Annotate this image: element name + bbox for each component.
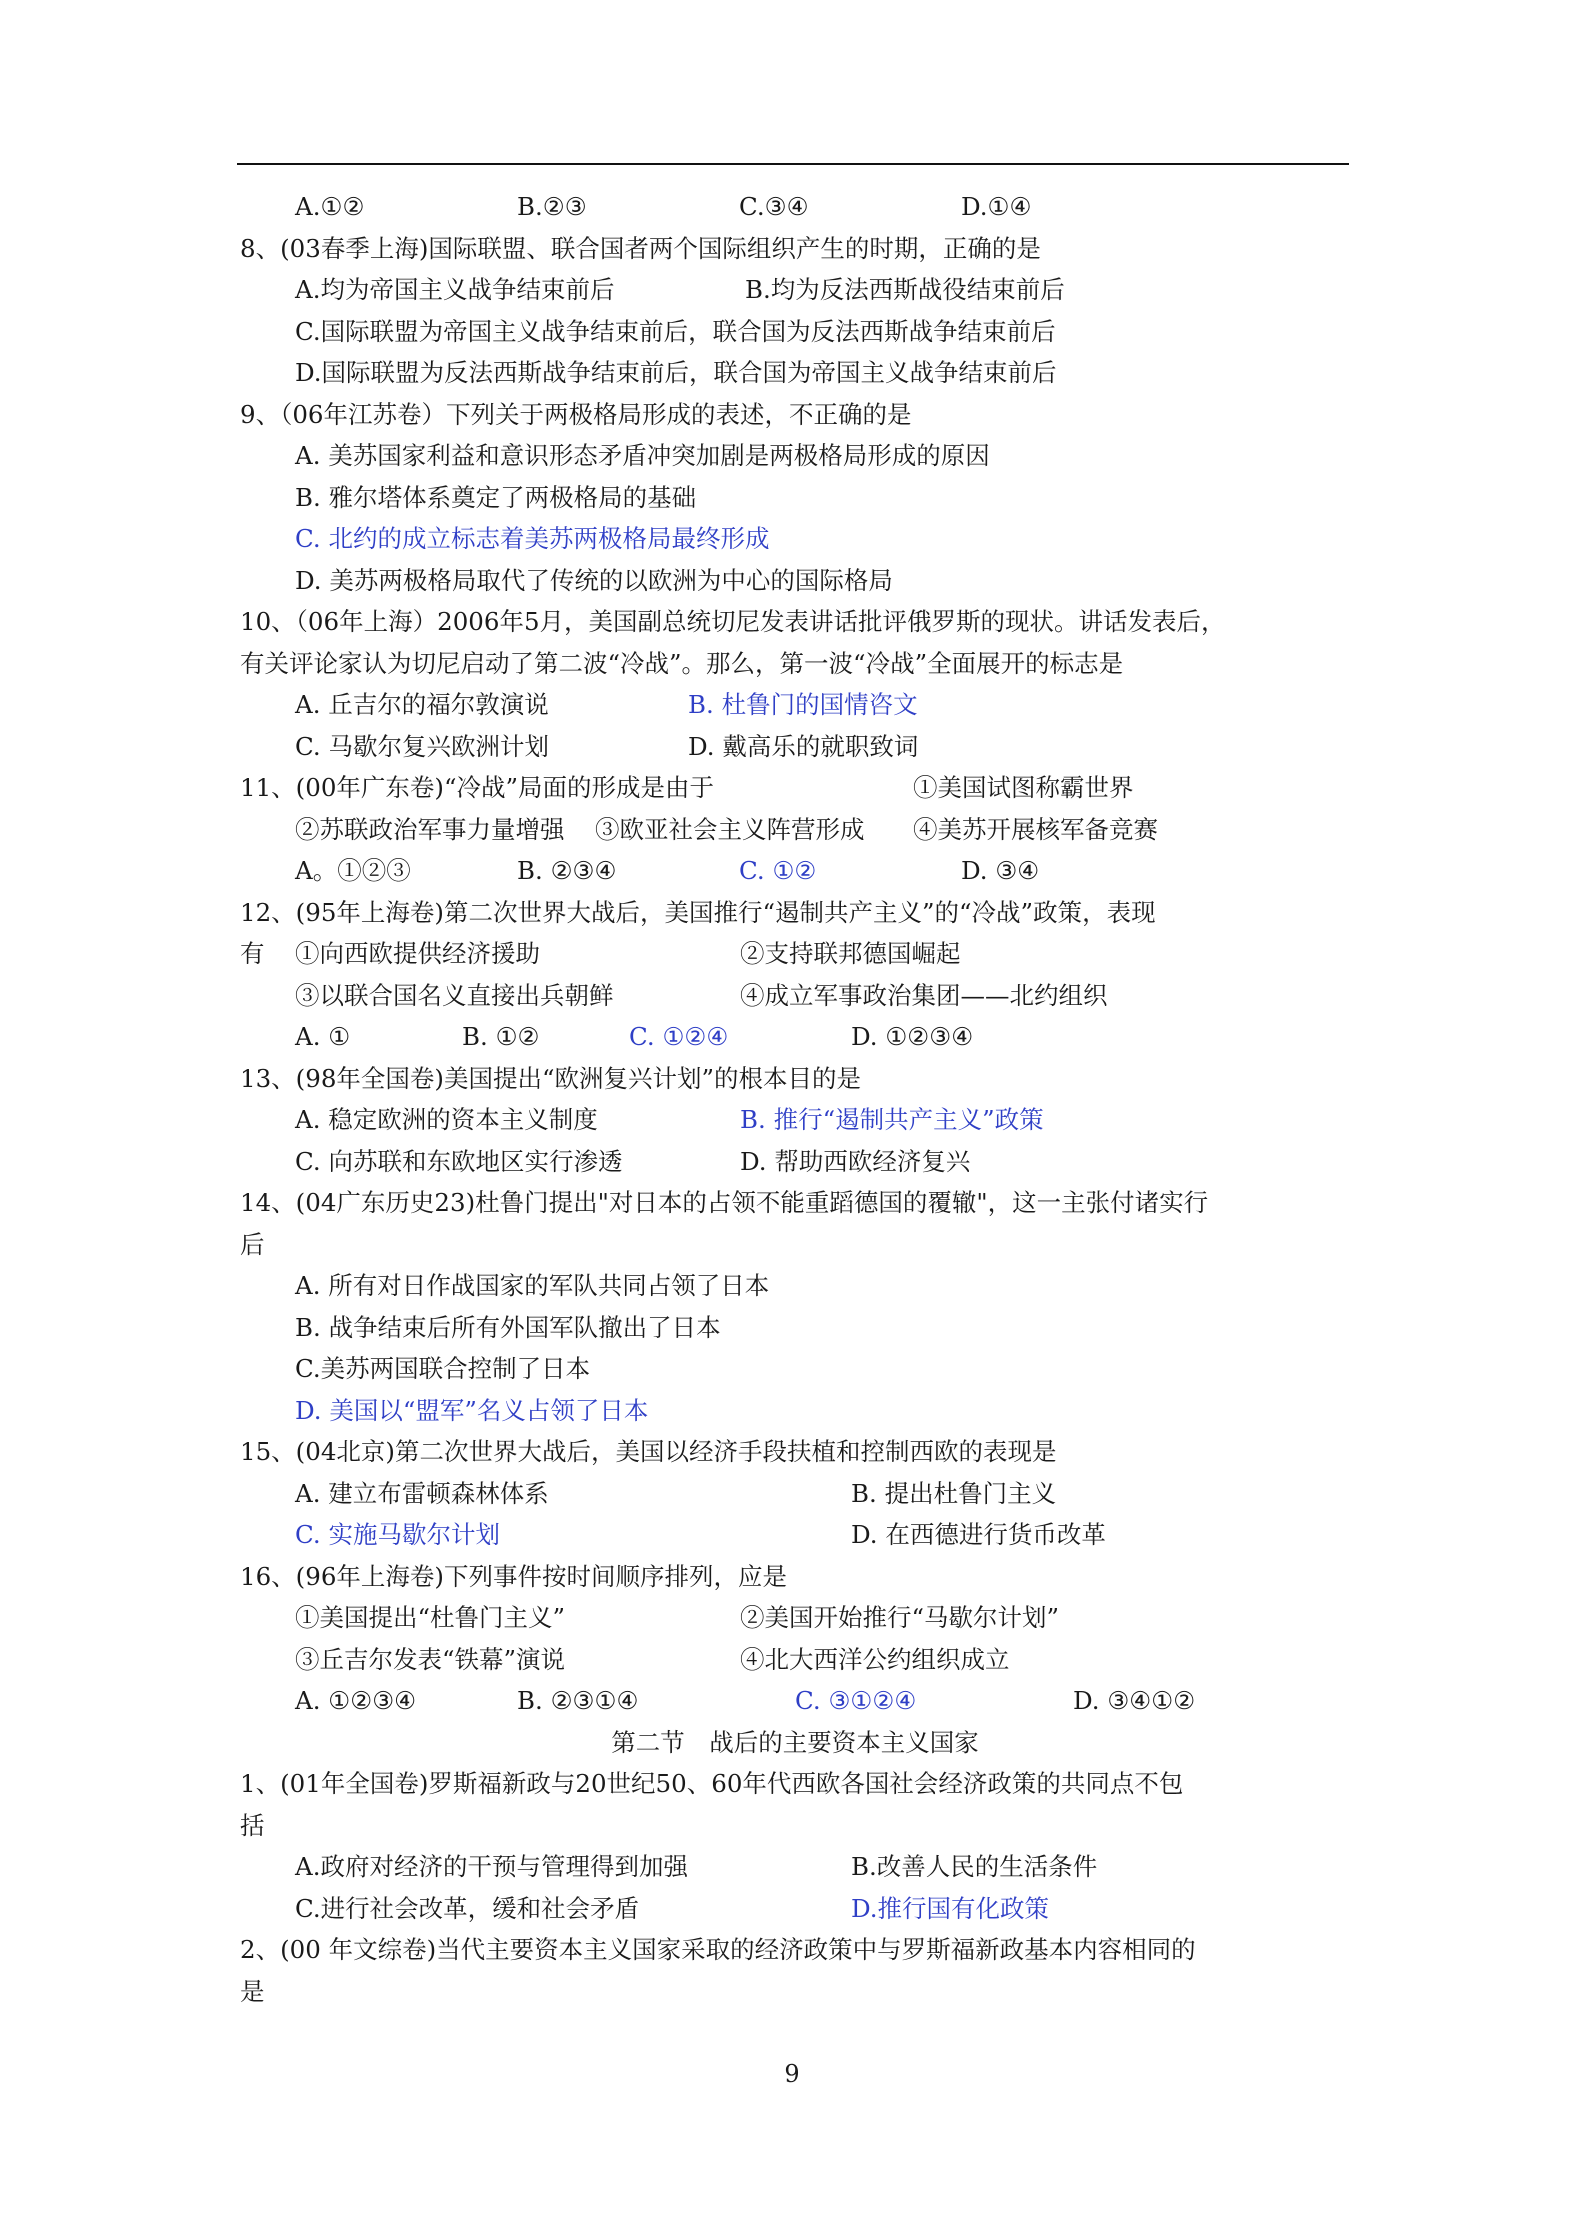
s2-q1-options-ab bbox=[240, 1846, 1350, 1888]
q15-option-b: B. 提出杜鲁门主义 bbox=[851, 1478, 1057, 1508]
section-title: 第二节 战后的主要资本主义国家 bbox=[611, 1727, 979, 1757]
q12-items-34 bbox=[240, 975, 1350, 1017]
q13-option-d: D. 帮助西欧经济复兴 bbox=[740, 1146, 971, 1176]
q16-item-1: ①美国提出“杜鲁门主义” bbox=[295, 1603, 566, 1632]
q8-options-ab bbox=[240, 269, 1350, 311]
q7-options bbox=[240, 186, 1350, 228]
s2-q1-option-a: A.政府对经济的干预与管理得到加强 bbox=[295, 1852, 688, 1881]
q16-items-34 bbox=[240, 1639, 1350, 1681]
q9-option-c-answer: C. 北约的成立标志着美苏两极格局最终形成 bbox=[295, 524, 770, 553]
q15-option-a: A. 建立布雷顿森林体系 bbox=[295, 1478, 549, 1508]
q10-option-c: C. 马歇尔复兴欧洲计划 bbox=[295, 731, 549, 761]
q12-option-a: A. ① bbox=[295, 1022, 351, 1051]
q9-stem: 9、（06年江苏卷）下列关于两极格局形成的表述，不正确的是 bbox=[240, 399, 912, 429]
q16-option-c-answer: C. ③①②④ bbox=[795, 1686, 917, 1715]
q8-stem: 8、(03春季上海)国际联盟、联合国者两个国际组织产生的时期，正确的是 bbox=[240, 233, 1041, 263]
q9-option-d: D. 美苏两极格局取代了传统的以欧洲为中心的国际格局 bbox=[295, 565, 893, 595]
q10-option-a: A. 丘吉尔的福尔敦演说 bbox=[295, 690, 549, 719]
q12-item-3: ③以联合国名义直接出兵朝鲜 bbox=[295, 980, 614, 1010]
q10-stem-line2: 有关评论家认为切尼启动了第二波“冷战”。那么，第一波“冷战”全面展开的标志是 bbox=[240, 648, 1124, 678]
s2-q2-stem-line2: 是 bbox=[240, 1976, 265, 2006]
q15-option-c-answer: C. 实施马歇尔计划 bbox=[295, 1520, 500, 1549]
q8-option-d: D.国际联盟为反法西斯战争结束前后，联合国为帝国主义战争结束前后 bbox=[295, 358, 1057, 387]
q14-stem-line2: 后 bbox=[240, 1229, 265, 1259]
q12-item-1: ①向西欧提供经济援助 bbox=[295, 939, 540, 968]
q16-items-12 bbox=[240, 1597, 1350, 1639]
s2-q1-options-cd bbox=[240, 1888, 1350, 1930]
q7-option-c: C.③④ bbox=[739, 192, 809, 221]
q11-item-2: ②苏联政治军事力量增强 bbox=[295, 814, 565, 844]
q10-options-ab bbox=[240, 684, 1350, 726]
q16-item-4: ④北大西洋公约组织成立 bbox=[740, 1644, 1010, 1674]
page-number: 9 bbox=[784, 2060, 800, 2088]
q9-option-b: B. 雅尔塔体系奠定了两极格局的基础 bbox=[295, 482, 697, 512]
q16-item-2: ②美国开始推行“马歇尔计划” bbox=[740, 1603, 1060, 1632]
q8-option-a: A.均为帝国主义战争结束前后 bbox=[295, 275, 615, 304]
q12-stem-tail: 有 bbox=[240, 939, 265, 968]
q12-options bbox=[240, 1016, 1350, 1058]
q11-items bbox=[240, 809, 1350, 851]
q10-option-b-answer: B. 杜鲁门的国情咨文 bbox=[688, 690, 918, 719]
q13-option-b-answer: B. 推行“遏制共产主义”政策 bbox=[740, 1105, 1044, 1134]
q11-option-c-answer: C. ①② bbox=[739, 856, 817, 885]
q14-stem-line1: 14、(04广东历史23)杜鲁门提出"对日本的占领不能重蹈德国的覆辙"，这一主张付诸实行 bbox=[240, 1188, 1209, 1217]
q11-item-3: ③欧亚社会主义阵营形成 bbox=[595, 814, 865, 844]
q12-option-c-answer: C. ①②④ bbox=[629, 1022, 729, 1051]
q15-options-cd bbox=[240, 1514, 1350, 1556]
q16-options bbox=[240, 1680, 1350, 1722]
q11-option-b: B. ②③④ bbox=[517, 856, 617, 885]
q12-option-b: B. ①② bbox=[462, 1022, 540, 1051]
q11-stem bbox=[240, 767, 1350, 809]
s2-q1-option-d-answer: D.推行国有化政策 bbox=[851, 1893, 1050, 1923]
q10-option-d: D. 戴高乐的就职致词 bbox=[688, 731, 919, 761]
q7-option-b: B.②③ bbox=[517, 192, 587, 221]
q7-option-a: A.①② bbox=[295, 192, 365, 221]
q9-option-a: A. 美苏国家利益和意识形态矛盾冲突加剧是两极格局形成的原因 bbox=[295, 441, 990, 470]
q11-item-4: ④美苏开展核军备竞赛 bbox=[913, 814, 1158, 844]
q10-stem-line1: 10、（06年上海）2006年5月，美国副总统切尼发表讲话批评俄罗斯的现状。讲话发表后， bbox=[240, 607, 1226, 636]
q16-option-a: A. ①②③④ bbox=[295, 1686, 417, 1715]
s2-q1-option-b: B.改善人民的生活条件 bbox=[851, 1852, 1098, 1881]
q8-option-b: B.均为反法西斯战役结束前后 bbox=[745, 275, 1065, 304]
q11-option-a: A。①②③ bbox=[295, 856, 411, 885]
q16-item-3: ③丘吉尔发表“铁幕”演说 bbox=[295, 1644, 566, 1674]
q15-stem: 15、(04北京)第二次世界大战后，美国以经济手段扶植和控制西欧的表现是 bbox=[240, 1437, 1057, 1466]
s2-q1-stem-line2: 括 bbox=[240, 1810, 265, 1840]
q11-options bbox=[240, 850, 1350, 892]
s2-q1-option-c: C.进行社会改革，缓和社会矛盾 bbox=[295, 1893, 640, 1923]
q14-option-a: A. 所有对日作战国家的军队共同占领了日本 bbox=[295, 1271, 770, 1300]
q11-option-d: D. ③④ bbox=[961, 856, 1040, 885]
q14-option-b: B. 战争结束后所有外国军队撤出了日本 bbox=[295, 1312, 721, 1342]
q11-item-1: ①美国试图称霸世界 bbox=[913, 773, 1134, 802]
q13-options-ab bbox=[240, 1099, 1350, 1141]
q13-option-c: C. 向苏联和东欧地区实行渗透 bbox=[295, 1146, 623, 1176]
q8-option-c: C.国际联盟为帝国主义战争结束前后，联合国为反法西斯战争结束前后 bbox=[295, 316, 1056, 346]
q10-options-cd bbox=[240, 726, 1350, 768]
s2-q2-stem-line1: 2、(00 年文综卷)当代主要资本主义国家采取的经济政策中与罗斯福新政基本内容相同的 bbox=[240, 1935, 1196, 1964]
exam-content bbox=[240, 186, 1350, 2012]
q12-stem-line1: 12、(95年上海卷)第二次世界大战后，美国推行“遏制共产主义”的“冷战”政策，表现 bbox=[240, 897, 1156, 927]
q12-option-d: D. ①②③④ bbox=[851, 1022, 974, 1051]
header-rule bbox=[237, 163, 1349, 165]
q14-option-c: C.美苏两国联合控制了日本 bbox=[295, 1354, 591, 1383]
q16-option-d: D. ③④①② bbox=[1073, 1686, 1196, 1715]
q12-item-2: ②支持联邦德国崛起 bbox=[740, 939, 961, 968]
q12-stem-line2 bbox=[240, 933, 1350, 975]
q7-option-d: D.①④ bbox=[961, 192, 1032, 221]
s2-q1-stem-line1: 1、(01年全国卷)罗斯福新政与20世纪50、60年代西欧各国社会经济政策的共同点不包 bbox=[240, 1769, 1184, 1798]
q14-option-d-answer: D. 美国以“盟军”名义占领了日本 bbox=[295, 1395, 649, 1425]
q15-options-ab bbox=[240, 1473, 1350, 1515]
q13-stem: 13、(98年全国卷)美国提出“欧洲复兴计划”的根本目的是 bbox=[240, 1063, 862, 1093]
q13-options-cd bbox=[240, 1141, 1350, 1183]
q13-option-a: A. 稳定欧洲的资本主义制度 bbox=[295, 1105, 598, 1134]
q16-stem: 16、(96年上海卷)下列事件按时间顺序排列，应是 bbox=[240, 1561, 787, 1591]
q11-stem-text: 11、(00年广东卷)“冷战”局面的形成是由于 bbox=[240, 773, 715, 802]
q15-option-d: D. 在西德进行货币改革 bbox=[851, 1520, 1106, 1549]
q16-option-b: B. ②③①④ bbox=[517, 1686, 639, 1715]
q12-item-4: ④成立军事政治集团——北约组织 bbox=[740, 980, 1108, 1010]
